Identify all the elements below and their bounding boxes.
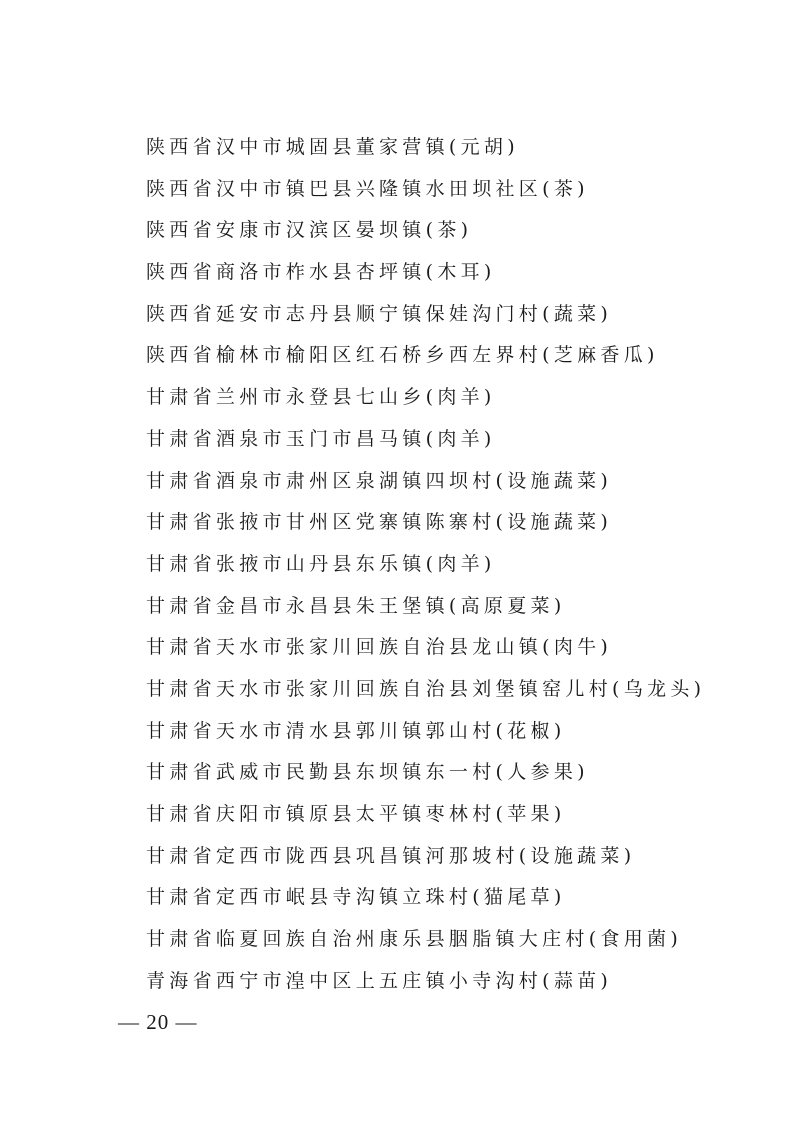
list-item: 甘肃省庆阳市镇原县太平镇枣林村(苹果) (146, 803, 566, 825)
list-item: 陕西省汉中市镇巴县兴隆镇水田坝社区(茶) (146, 177, 589, 200)
list-item: 甘肃省张掖市甘州区党寨镇陈寨村(设施蔬菜) (146, 511, 613, 534)
list-item: 甘肃省酒泉市肃州区泉湖镇四坝村(设施蔬菜) (146, 469, 613, 492)
list-item: 甘肃省金昌市永昌县朱王堡镇(高原夏菜) (146, 594, 566, 617)
list-item: 陕西省安康市汉滨区晏坝镇(茶) (146, 219, 473, 242)
page-number: — 20 — (118, 1010, 198, 1034)
list-item: 甘肃省天水市张家川回族自治县刘堡镇窑儿村(乌龙头) (146, 677, 706, 700)
list-item: 甘肃省天水市清水县郭川镇郭山村(花椒) (146, 719, 566, 742)
list-item: 甘肃省武威市民勤县东坝镇东一村(人参果) (146, 761, 589, 784)
list-item: 甘肃省兰州市永登县七山乡(肉羊) (146, 386, 496, 409)
list-item: 甘肃省临夏回族自治州康乐县胭脂镇大庄村(食用菌) (146, 928, 683, 951)
list-item: 陕西省商洛市柞水县杏坪镇(木耳) (146, 261, 496, 284)
list-item: 甘肃省定西市岷县寺沟镇立珠村(猫尾草) (146, 886, 566, 909)
town-list (146, 130, 705, 1005)
list-item: 陕西省延安市志丹县顺宁镇保娃沟门村(蔬菜) (146, 302, 613, 325)
list-item: 甘肃省张掖市山丹县东乐镇(肉羊) (146, 552, 496, 575)
list-item: 甘肃省天水市张家川回族自治县龙山镇(肉牛) (146, 636, 613, 659)
list-item: 陕西省榆林市榆阳区红石桥乡西左界村(芝麻香瓜) (146, 344, 659, 367)
list-item: 青海省西宁市湟中区上五庄镇小寺沟村(蒜苗) (146, 969, 613, 992)
list-item: 甘肃省酒泉市玉门市昌马镇(肉羊) (146, 427, 496, 450)
list-item: 甘肃省定西市陇西县巩昌镇河那坡村(设施蔬菜) (146, 844, 636, 867)
list-item: 陕西省汉中市城固县董家营镇(元胡) (146, 136, 519, 158)
